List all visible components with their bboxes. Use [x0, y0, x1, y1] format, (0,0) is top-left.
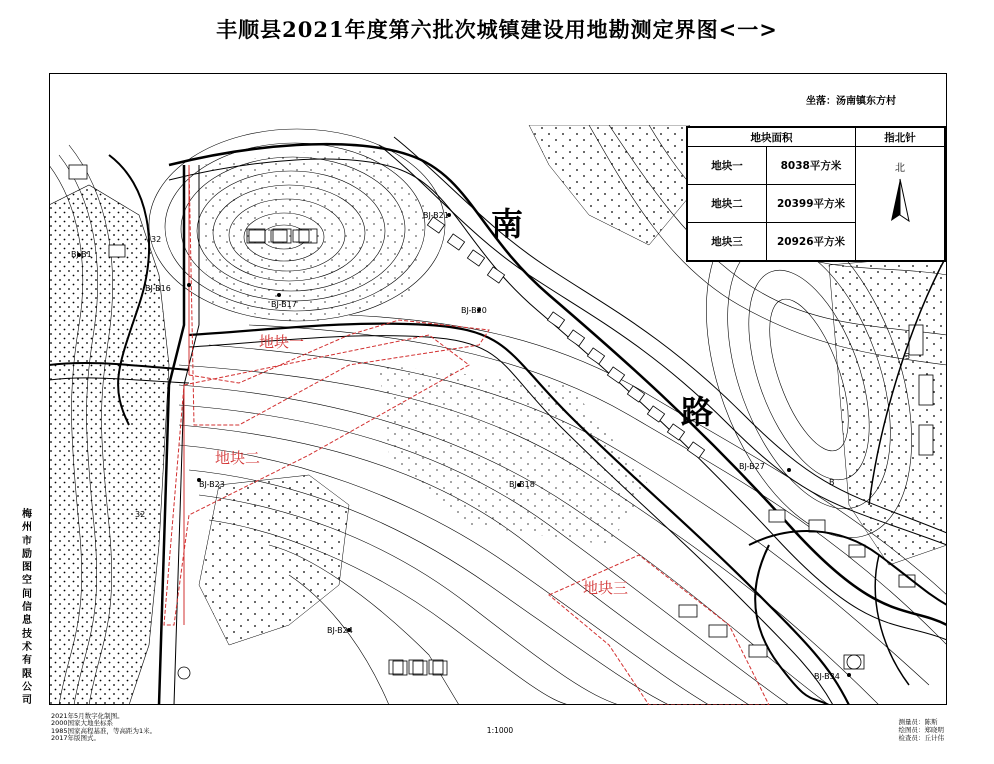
point-label: BJ-B16 — [145, 284, 171, 293]
parcel-label-3: 地块三 — [583, 579, 629, 597]
point-label: BJ-B18 — [509, 480, 535, 489]
point-label: BJ-B27 — [739, 462, 765, 471]
note-line: 2021年5月数字化制图。 — [51, 712, 124, 720]
point-label: BJ-B1 — [71, 250, 92, 259]
area-legend-panel — [686, 126, 946, 262]
point-label: BJ-B24 — [327, 626, 353, 635]
staff-line: 测量员：陈斯 — [898, 718, 938, 726]
misc-label: 3 — [905, 352, 911, 361]
parcel-name-cell: 地块三 — [688, 223, 767, 261]
location-label: 坐落：汤南镇东方村 — [806, 96, 896, 107]
misc-label: 32 — [135, 510, 146, 519]
note-line: 1985国家高程基准，等高距为1米。 — [51, 726, 157, 735]
point-label: BJ-B23 — [199, 480, 225, 489]
point-label: BJ-B20 — [461, 306, 487, 315]
north-letter: 北 — [895, 163, 905, 175]
note-line: 2000国家大地坐标系 — [51, 719, 114, 728]
staff-list — [899, 718, 945, 742]
road-name-char-2: 路 — [681, 393, 714, 431]
area-table-header: 地块面积 — [688, 128, 856, 147]
road-name-char-1: 南 — [491, 205, 524, 243]
note-line: 2017年版图式。 — [51, 733, 101, 742]
point-label: BJ-B17 — [271, 300, 297, 309]
north-arrow-cell — [856, 147, 945, 261]
parcel-area-cell: 20926平方米 — [767, 223, 856, 261]
map-scale: 1:1000 — [486, 726, 514, 735]
map-notes — [51, 713, 156, 742]
map-title: 丰顺县2021年度第六批次城镇建设用地勘测定界图<一> — [216, 17, 778, 42]
misc-label: 32 — [151, 235, 162, 244]
parcel-area-cell: 20399平方米 — [767, 185, 856, 223]
parcel-name-cell: 地块一 — [688, 147, 767, 185]
north-arrow-header: 指北针 — [856, 128, 945, 147]
north-arrow-icon — [870, 157, 930, 247]
parcel-label-1: 地块一 — [259, 333, 305, 351]
vegetation-hill — [199, 145, 429, 325]
company-name: 梅州市励图空间信息技术有限公司 — [22, 509, 32, 707]
parcel-label-2: 地块二 — [215, 449, 261, 467]
area-table — [687, 127, 945, 261]
point-label: BJ-B34 — [814, 672, 840, 681]
point-label: BJ-B21 — [423, 211, 449, 220]
staff-line: 检查员：丘计伟 — [898, 734, 944, 742]
staff-line: 绘图员：郑晓明 — [898, 726, 944, 734]
vegetation-north — [529, 125, 699, 245]
parcel-3-boundary — [549, 555, 769, 705]
parcel-name-cell: 地块二 — [688, 185, 767, 223]
parcel-area-cell: 8038平方米 — [767, 147, 856, 185]
vegetation-west — [49, 185, 169, 705]
misc-label: B — [829, 478, 835, 487]
